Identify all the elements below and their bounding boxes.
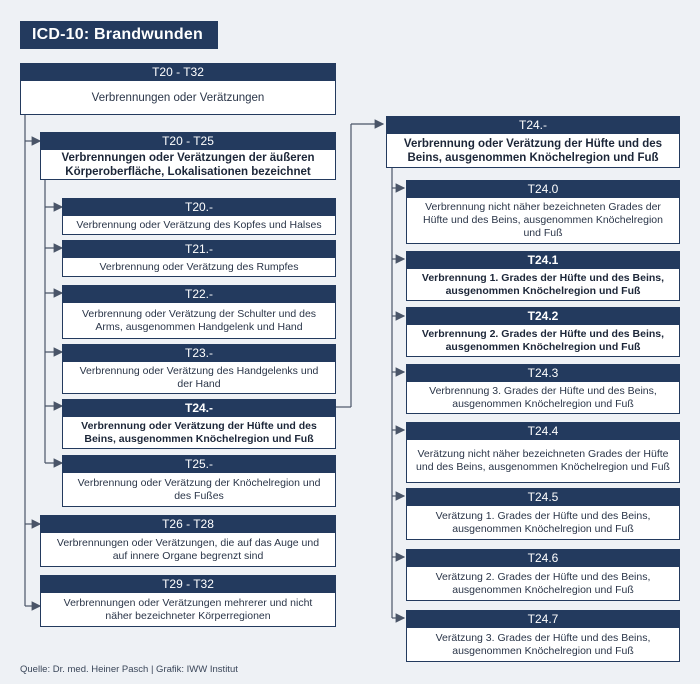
label-t23: Verbrennung oder Verätzung des Handgelenks und der Hand — [79, 364, 319, 390]
code-t24-7: T24.7 — [407, 611, 679, 628]
label-t24-7: Verätzung 3. Grades der Hüfte und des Beins, ausgenommen Knöchelregion und Fuß — [435, 631, 651, 657]
box-t24-3 — [406, 364, 680, 414]
box-t29-t32 — [40, 575, 336, 627]
label-t29-t32: Verbrennungen oder Verätzungen mehrerer und nicht näher bezeichneter Körperregionen — [63, 596, 313, 622]
box-t21 — [62, 240, 336, 277]
code-t20-t32: T20 - T32 — [21, 64, 335, 81]
code-t24-main: T24.- — [387, 117, 679, 134]
label-t21: Verbrennung oder Verätzung des Rumpfes — [99, 260, 299, 273]
code-t24-6: T24.6 — [407, 550, 679, 567]
box-t23 — [62, 344, 336, 394]
box-t20-t25 — [40, 132, 336, 180]
code-t24-4: T24.4 — [407, 423, 679, 440]
label-t24: Verbrennung oder Verätzung der Hüfte und des Beins, ausgenommen Knöchelregion und Fuß — [81, 419, 317, 445]
code-t24-0: T24.0 — [407, 181, 679, 198]
box-t24-5 — [406, 488, 680, 540]
box-t24-6 — [406, 549, 680, 601]
box-t24-1 — [406, 251, 680, 301]
code-t24-1: T24.1 — [407, 252, 679, 269]
code-t24: T24.- — [63, 400, 335, 417]
label-t24-3: Verbrennung 3. Grades der Hüfte und des Beins, ausgenommen Knöchelregion und Fuß — [429, 384, 657, 410]
code-t24-3: T24.3 — [407, 365, 679, 382]
label-t20-t32: Verbrennungen oder Verätzungen — [91, 91, 265, 104]
box-t24 — [62, 399, 336, 449]
label-t24-2: Verbrennung 2. Grades der Hüfte und des Beins, ausgenommen Knöchelregion und Fuß — [421, 327, 665, 353]
box-t24-4 — [406, 422, 680, 483]
code-t23: T23.- — [63, 345, 335, 362]
label-t20-t25: Verbrennungen oder Verätzungen der äußeren Körperoberfläche, Lokalisationen bezeichnet — [61, 151, 315, 178]
label-t24-5: Verätzung 1. Grades der Hüfte und des Beins, ausgenommen Knöchelregion und Fuß — [435, 509, 651, 535]
label-t24-6: Verätzung 2. Grades der Hüfte und des Beins, ausgenommen Knöchelregion und Fuß — [435, 570, 651, 596]
box-t20 — [62, 198, 336, 235]
code-t21: T21.- — [63, 241, 335, 258]
code-t20-t25: T20 - T25 — [41, 133, 335, 150]
code-t29-t32: T29 - T32 — [41, 576, 335, 593]
box-t24-0 — [406, 180, 680, 244]
box-t24-7 — [406, 610, 680, 662]
box-t24-2 — [406, 307, 680, 357]
code-t22: T22.- — [63, 286, 335, 303]
label-t24-4: Verätzung nicht näher bezeichneten Grades der Hüfte und des Beins, ausgenommen Knöchelregion und Fuß — [416, 448, 670, 473]
label-t25: Verbrennung oder Verätzung der Knöchelregion und des Fußes — [77, 476, 321, 502]
code-t24-2: T24.2 — [407, 308, 679, 325]
diagram-title: ICD-10: Brandwunden — [20, 21, 218, 49]
label-t24-1: Verbrennung 1. Grades der Hüfte und des Beins, ausgenommen Knöchelregion und Fuß — [421, 271, 665, 297]
source-credit: Quelle: Dr. med. Heiner Pasch | Grafik: IWW Institut — [20, 664, 238, 675]
box-t24-main — [386, 116, 680, 168]
box-t22 — [62, 285, 336, 339]
label-t24-0: Verbrennung nicht näher bezeichneten Grades der Hüfte und des Beins, ausgenommen Knöchelregion und Fuß — [423, 201, 663, 239]
box-t26-t28 — [40, 515, 336, 567]
label-t24-main: Verbrennung oder Verätzung der Hüfte und des Beins, ausgenommen Knöchelregion und Fuß — [403, 137, 663, 164]
code-t25: T25.- — [63, 456, 335, 473]
label-t22: Verbrennung oder Verätzung der Schulter und des Arms, ausgenommen Handgelenk und Hand — [81, 307, 317, 333]
code-t26-t28: T26 - T28 — [41, 516, 335, 533]
label-t26-t28: Verbrennungen oder Verätzungen, die auf das Auge und auf innere Organe begrenzt sind — [56, 536, 320, 562]
box-t25 — [62, 455, 336, 507]
box-t20-t32 — [20, 63, 336, 115]
code-t24-5: T24.5 — [407, 489, 679, 506]
label-t20: Verbrennung oder Verätzung des Kopfes und Halses — [76, 218, 322, 231]
code-t20: T20.- — [63, 199, 335, 216]
